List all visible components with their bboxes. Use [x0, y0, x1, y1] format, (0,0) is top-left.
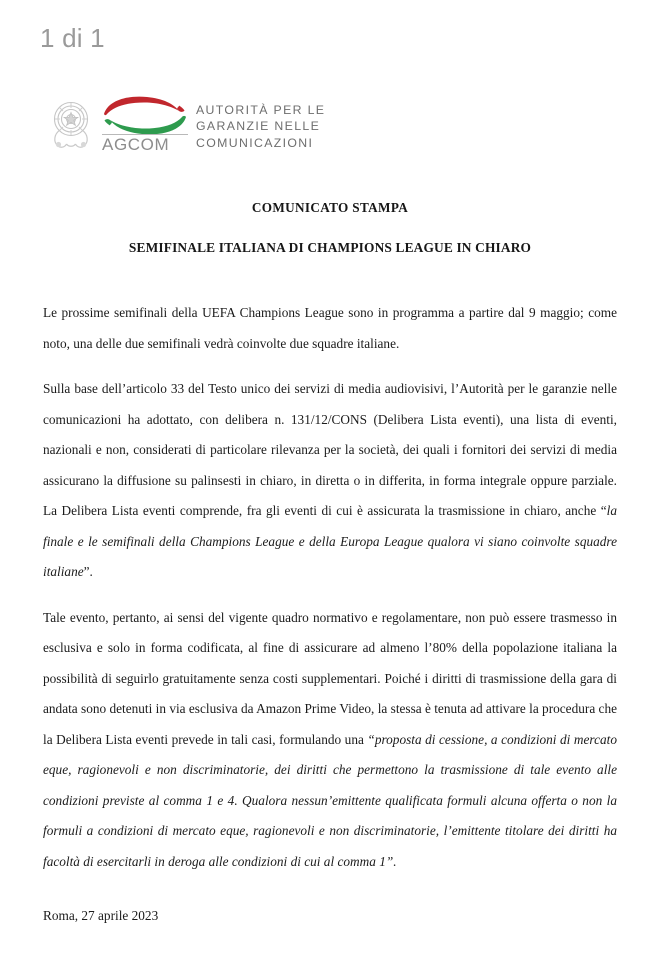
- italian-republic-emblem-icon: [48, 94, 94, 152]
- quoted-italic-text: la finale e le semifinali della Champions League e della Europa League qualora vi siano coinvolte squadre italiane: [43, 503, 617, 579]
- page-indicator: 1 di 1: [40, 23, 105, 53]
- paragraph-1: [43, 298, 617, 359]
- paragraph-3: [43, 603, 617, 878]
- authority-line-1: AUTORITÀ PER LE: [196, 102, 326, 117]
- body-text-run: Sulla base dell’articolo 33 del Testo unico dei servizi di media audiovisivi, l’Autorità per le garanzie nelle comunicazioni ha adottato, con delibera n. 131/12/CONS (Delibera Lista eventi), una lista di eventi, nazionali e non, considerati di particolare rilevanza per la società, dei quali i fornitori dei servizi di media assicurano la diffusione su palinsesti in chiaro, in diretta o in differita, in forma integrale oppure parziale. La Delibera Lista eventi comprende, fra gli eventi di cui è assicurata la trasmissione in chiaro, anche “: [43, 381, 617, 518]
- body-text-run: Tale evento, pertanto, ai sensi del vigente quadro normativo e regolamentare, non può essere trasmesso in esclusiva e solo in forma codificata, al fine di assicurare ad almeno l’80% della popolazione italiana la possibilità di seguirlo gratuitamente senza costi supplementari. Poiché i diritti di trasmissione della gara di andata sono detenuti in via esclusiva da Amazon Prime Video, la stessa è tenuta ad attivare la procedura che la Delibera Lista eventi prevede in tali casi, formulando una: [43, 609, 617, 747]
- letterhead: [48, 90, 617, 156]
- quoted-italic-text: “proposta di cessione, a condizioni di mercato eque, ragionevoli e non discriminatorie, dei diritti che permettono la trasmissione di tale evento alle condizioni previste al comma 1 e 4. Qualora nessun’emittente qualificata formuli alcuna offerta o non la formuli a condizioni di mercato eque, ragionevoli e non discriminatorie, l’emittente titolare dei diritti ha facoltà di esercitarli in deroga alle condizioni di cui al comma 1”.: [43, 731, 617, 869]
- document-body: [43, 298, 617, 932]
- document-title: COMUNICATO STAMPA: [251, 200, 409, 215]
- document-titles: [43, 200, 617, 256]
- body-text-run: ”.: [83, 564, 93, 579]
- agcom-swoosh-wrap: [100, 94, 190, 152]
- paragraph-2: [43, 374, 617, 588]
- document-page: [0, 62, 658, 973]
- signoff-line: Roma, 27 aprile 2023: [43, 908, 159, 923]
- authority-line-3: COMUNICAZIONI: [196, 135, 314, 150]
- authority-line-2: GARANZIE NELLE: [196, 119, 321, 134]
- document-subtitle: SEMIFINALE ITALIANA DI CHAMPIONS LEAGUE IN CHIARO: [128, 240, 532, 255]
- body-text-run: Le prossime semifinali della UEFA Champions League sono in programma a partire dal 9 maggio; come noto, una delle due semifinali vedrà coinvolte due squadre italiane.: [43, 305, 617, 351]
- agcom-acronym: AGCOM: [102, 135, 170, 154]
- agcom-logo: [100, 94, 325, 152]
- authority-name: [196, 102, 325, 151]
